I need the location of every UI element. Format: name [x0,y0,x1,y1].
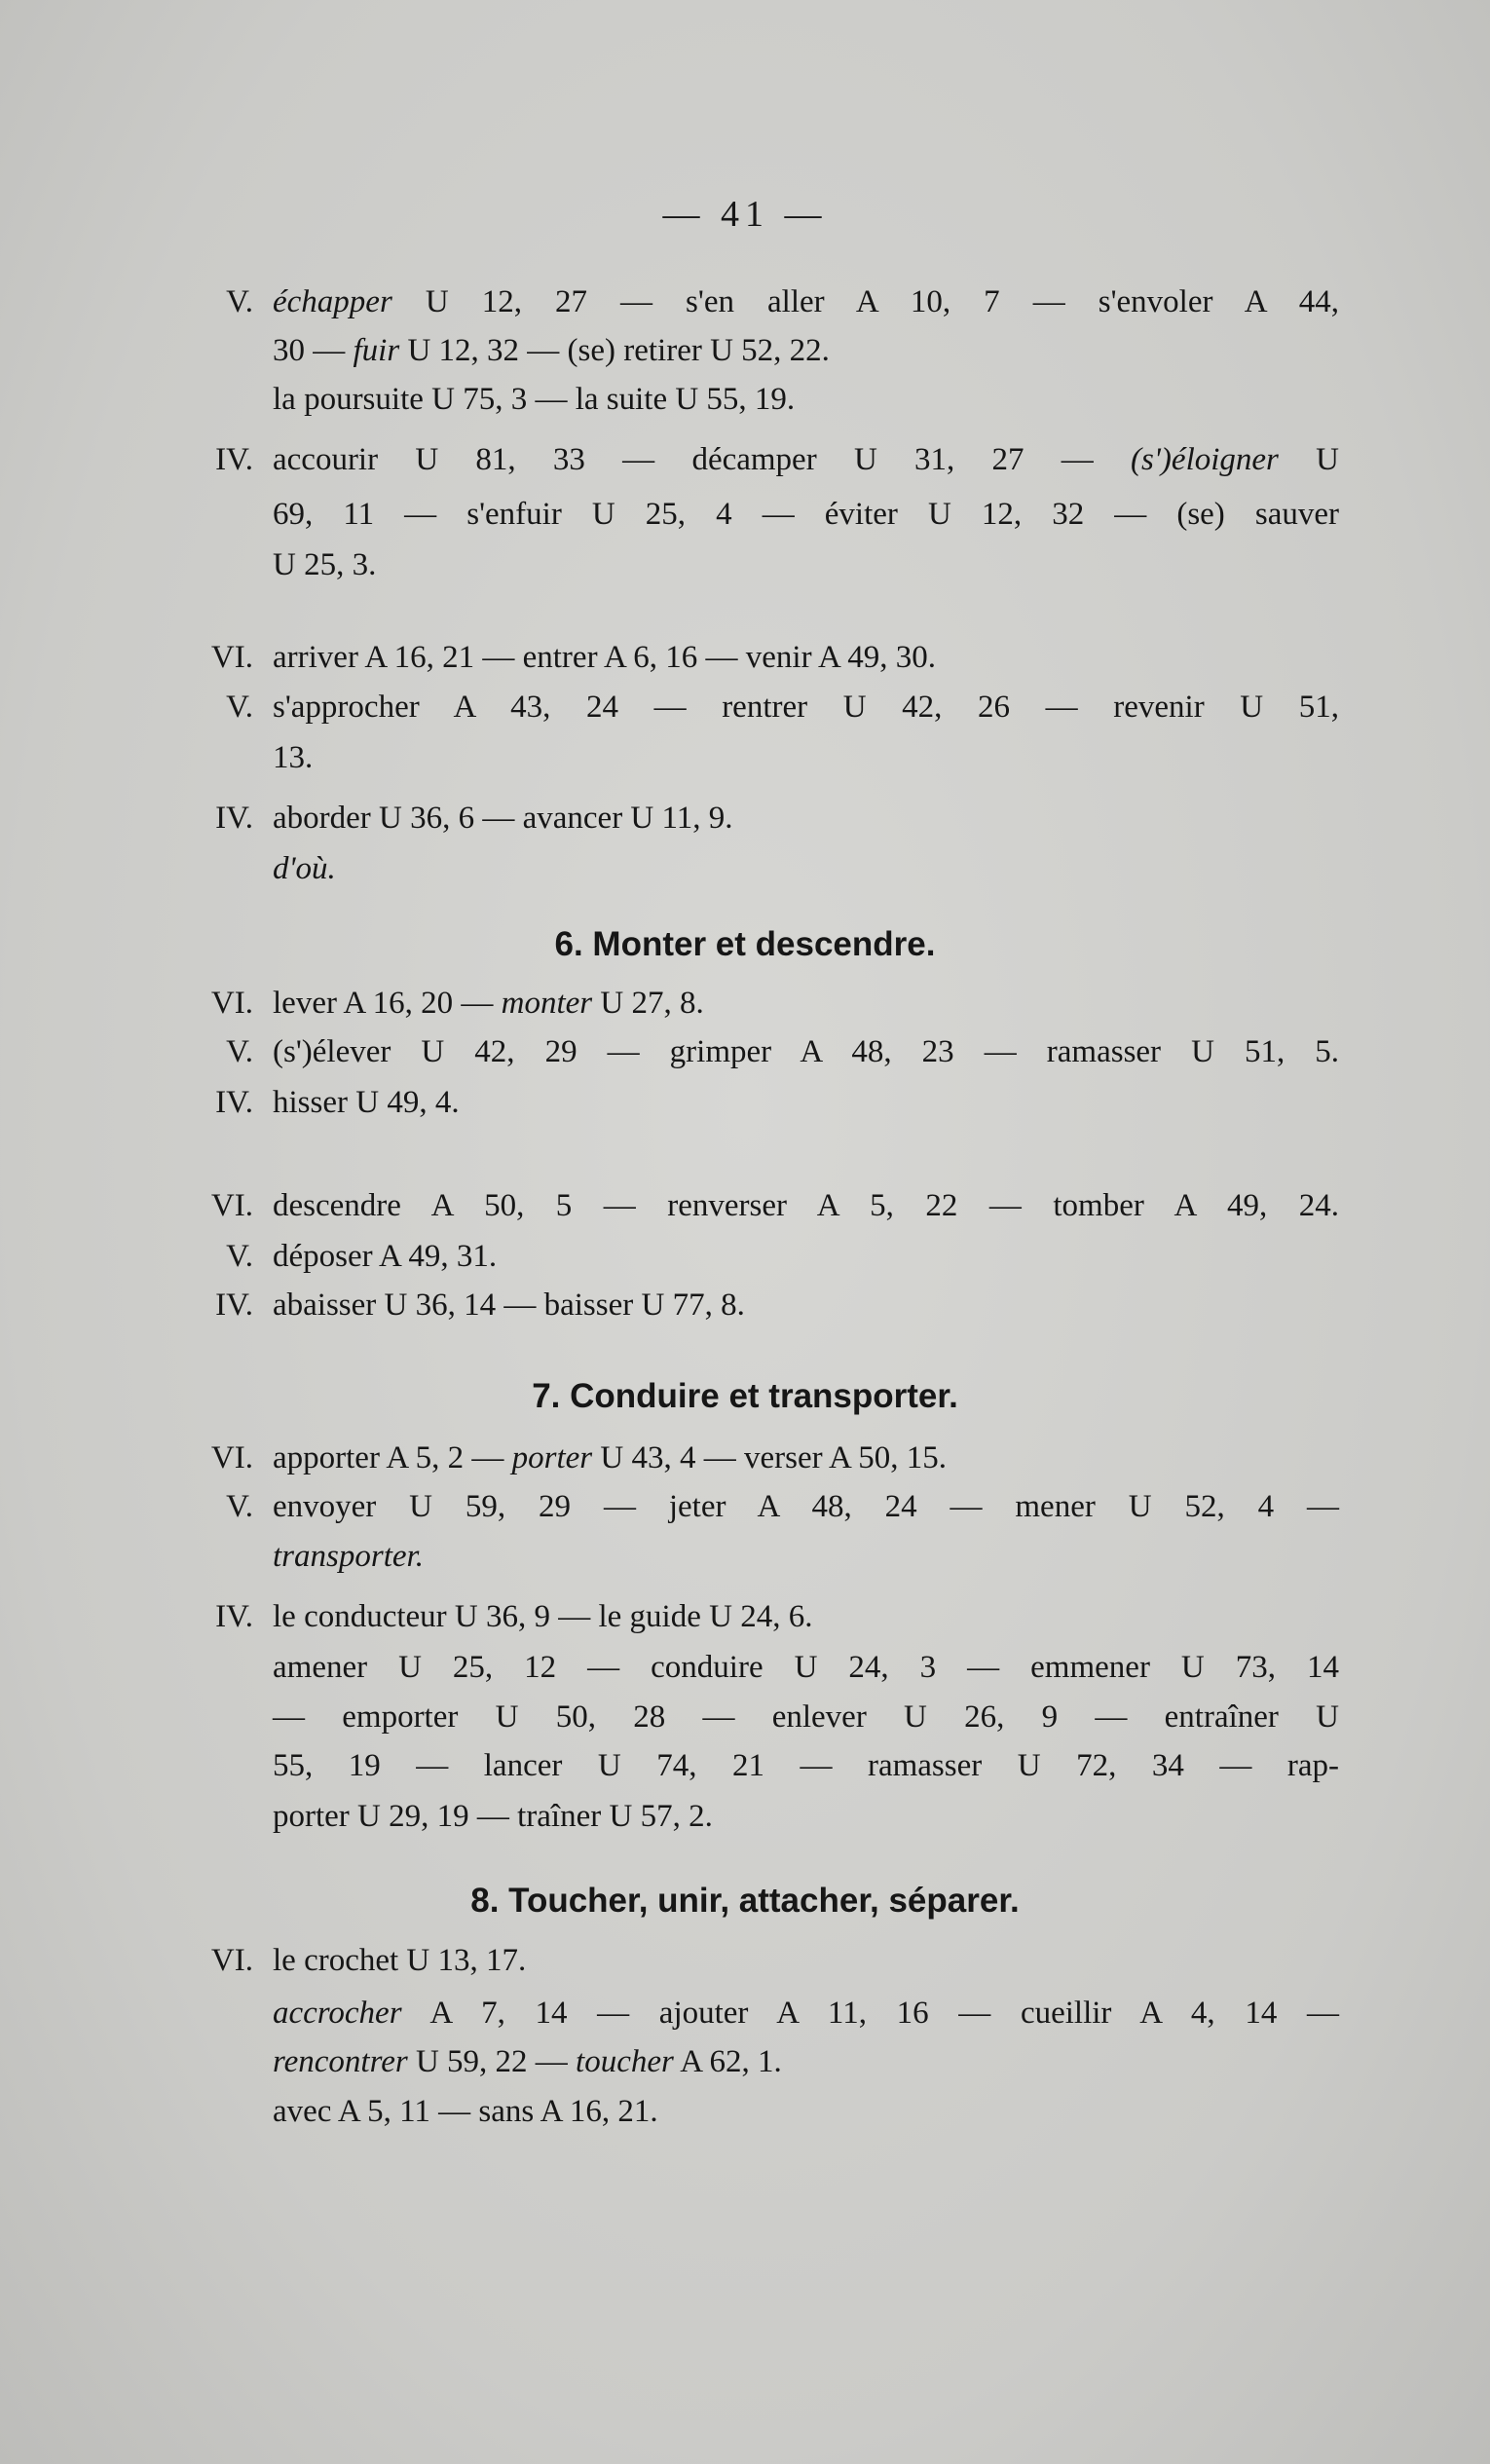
italic-word: d'où. [273,851,336,886]
entry-text: s'approcher A 43, 24 — rentrer U 42, 26 — revenir U 51, [273,690,1339,725]
entry-text: abaisser U 36, 14 — baisser U 77, 8. [273,1288,745,1323]
entry-text [273,2042,1339,2081]
entry-text: le conducteur U 36, 9 — le guide U 24, 6. [273,1599,813,1634]
entry-text [273,1438,1339,1477]
entry-text: U 25, 3. [273,547,377,582]
italic-word: accrocher [273,1996,402,2031]
level-label: IV. [215,1288,253,1323]
entry-rest: U 12, 32 — (se) retirer U 52, 22. [399,333,830,368]
level-label: V. [226,1034,253,1069]
level-label: V. [226,284,253,319]
entry-part: apporter A 5, 2 — [273,1440,512,1475]
entry-text [273,440,1339,479]
entry-rest: U 27, 8. [592,986,704,1021]
entry-text: le crochet U 13, 17. [273,1943,527,1978]
italic-word: toucher [576,2044,674,2079]
italic-word: (s')éloigner [1131,442,1279,477]
entry-text: porter U 29, 19 — traîner U 57, 2. [273,1799,713,1834]
level-label: VI. [210,986,253,1021]
page-number: — 41 — [662,194,828,235]
entry-text [273,1994,1339,2033]
level-label: VI. [210,640,253,675]
entry-part: accourir U 81, 33 — décamper U 31, 27 — [273,442,1132,477]
entry-text [273,282,1339,321]
entry-text: envoyer U 59, 29 — jeter A 48, 24 — mener U 52, 4 — [273,1489,1339,1524]
entry-text: 55, 19 — lancer U 74, 21 — ramasser U 72, 34 — rap- [273,1748,1339,1783]
entry-text: hisser U 49, 4. [273,1085,460,1120]
entry-text: aborder U 36, 6 — avancer U 11, 9. [273,801,733,836]
entry-rest: U 12, 27 — s'en aller A 10, 7 — s'envoler A 44, [391,284,1339,319]
entry-text [273,1537,1339,1576]
level-label: V. [226,690,253,725]
entry-text [273,984,1339,1023]
level-label: VI. [210,1943,253,1978]
entry-part: 30 — [273,333,354,368]
italic-word: rencontrer [273,2044,408,2079]
italic-word: fuir [353,333,400,368]
entry-text: arriver A 16, 21 — entrer A 6, 16 — venir A 49, 30. [273,640,936,675]
level-label: VI. [210,1188,253,1223]
level-label: V. [226,1489,253,1524]
entry-text: — emporter U 50, 28 — enlever U 26, 9 — entraîner U [273,1699,1339,1735]
italic-word: monter [501,986,593,1021]
entry-text: 13. [273,740,314,775]
entry-text [273,331,1339,370]
italic-word: porter [511,1440,593,1475]
section-heading: 8. Toucher, unir, attacher, séparer. [470,1882,1020,1920]
entry-text: descendre A 50, 5 — renverser A 5, 22 — tomber A 49, 24. [273,1188,1339,1223]
level-label: IV. [215,1599,253,1634]
entry-text: (s')élever U 42, 29 — grimper A 48, 23 — ramasser U 51, 5. [273,1034,1339,1069]
entry-rest: A 62, 1. [673,2044,782,2079]
entry-text: avec A 5, 11 — sans A 16, 21. [273,2094,658,2129]
italic-word: transporter. [273,1539,424,1574]
level-label: VI. [210,1440,253,1475]
entry-text [273,849,1339,888]
entry-text: 69, 11 — s'enfuir U 25, 4 — éviter U 12, 32 — (se) sauver [273,497,1339,532]
level-label: IV. [215,1085,253,1120]
entry-rest: A 7, 14 — ajouter A 11, 16 — cueillir A 4, 14 — [401,1996,1339,2031]
entry-text: déposer A 49, 31. [273,1239,498,1274]
entry-text: la poursuite U 75, 3 — la suite U 55, 19. [273,382,796,417]
entry-part: lever A 16, 20 — [273,986,502,1021]
entry-rest: U 43, 4 — verser A 50, 15. [592,1440,948,1475]
section-heading: 7. Conduire et transporter. [532,1377,958,1415]
entry-text: amener U 25, 12 — conduire U 24, 3 — emmener U 73, 14 [273,1650,1339,1685]
level-label: IV. [215,442,253,477]
italic-word: échapper [273,284,392,319]
section-heading: 6. Monter et descendre. [554,925,936,963]
entry-rest: U [1278,442,1339,477]
entry-part: U 59, 22 — [407,2044,577,2079]
level-label: V. [226,1239,253,1274]
level-label: IV. [215,801,253,836]
